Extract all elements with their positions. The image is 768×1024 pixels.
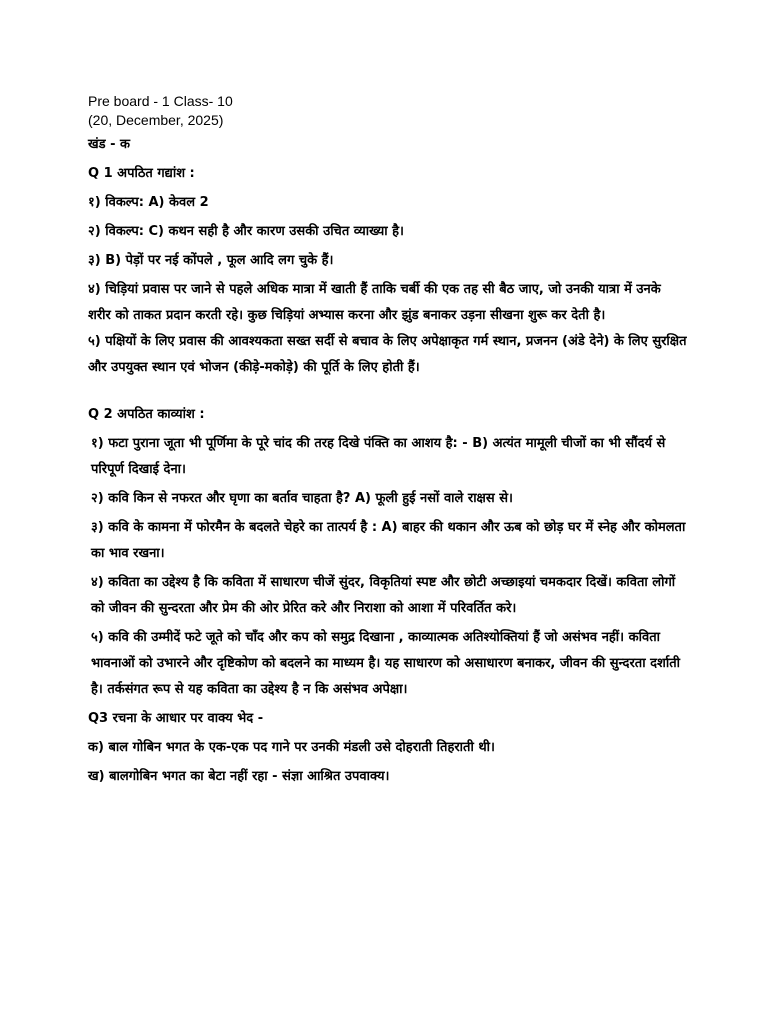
q1-answer-2: २) विकल्प: C) कथन सही है और कारण उसकी उचित व्याख्या है। [88, 224, 404, 239]
q3-answer-ka: क) बाल गोबिन भगत के एक-एक पद गाने पर उनकी मंडली उसे दोहराती तिहराती थी। [88, 740, 495, 755]
q1-answer-5: ५) पक्षियों के लिए प्रवास की आवश्यकता सख्त सर्दी से बचाव के लिए अपेक्षाकृत गर्म स्थान, प्रजनन (अंडे देने) के लिए सुरक्षित और उपयुक्त स्थान एवं भोजन (कीड़े-मकोड़े) की पूर्ति के लिए होती हैं। [88, 334, 687, 375]
q2-answer-4: ४) कविता का उद्देश्य है कि कविता में साधारण चीजें सुंदर, विकृतियां स्पष्ट और छोटी अच्छाइयां चमकदार दिखें। कविता लोगों को जीवन की सुन्दरता और प्रेम की ओर प्रेरित करे और निराशा को आशा में परिवर्तित करे। [91, 575, 676, 616]
q2-answer-1: १) फटा पुराना जूता भी पूर्णिमा के पूरे चांद की तरह दिखे पंक्ति का आशय है: - B) अत्यंत मामूली चीजों का भी सौंदर्य से परिपूर्ण दिखाई देना। [91, 436, 666, 477]
section-title: खंड - क [88, 137, 131, 152]
q3-answer-kha: ख) बालगोबिन भगत का बेटा नहीं रहा - संज्ञा आश्रित उपवाक्य। [88, 769, 390, 784]
q1-answer-3: ३) B) पेड़ों पर नई कोंपले , फूल आदि लग चुके हैं। [88, 253, 334, 268]
q1-answer-1: १) विकल्प: A) केवल 2 [88, 195, 209, 210]
document-content [88, 92, 688, 790]
q2-heading: Q 2 अपठित काव्यांश : [88, 407, 205, 422]
exam-date: (20, December, 2025) [88, 112, 224, 128]
exam-title: Pre board - 1 Class- 10 [88, 93, 233, 109]
q2-answer-5: ५) कवि की उम्मीदें फटे जूते को चाँद और कप को समुद्र दिखाना , काव्यात्मक अतिश्योक्तियां हैं जो असंभव नहीं। कविता भावनाओं को उभारने और दृष्टिकोण को बदलने का माध्यम है। यह साधारण को असाधारण बनाकर, जीवन की सुन्दरता दर्शाती है। तर्कसंगत रूप से यह कविता का उद्देश्य है न कि असंभव अपेक्षा। [91, 630, 680, 697]
q1-heading: Q 1 अपठित गद्यांश : [88, 166, 195, 181]
q3-heading: Q3 रचना के आधार पर वाक्य भेद - [88, 711, 264, 726]
q2-answer-2: २) कवि किन से नफरत और घृणा का बर्ताव चाहता है? A) फूली हुई नसों वाले राक्षस से। [91, 491, 513, 506]
q2-answer-3: ३) कवि के कामना में फोरमैन के बदलते चेहरे का तात्पर्य है : A) बाहर की थकान और ऊब को छोड़ घर में स्नेह और कोमलता का भाव रखना। [91, 520, 686, 561]
q1-answer-4: ४) चिड़ियां प्रवास पर जाने से पहले अधिक मात्रा में खाती हैं ताकि चर्बी की एक तह सी बैठ जाए, जो उनकी यात्रा में उनके शरीर को ताकत प्रदान करती रहे। कुछ चिड़ियां अभ्यास करना और झुंड बनाकर उड़ना सीखना शुरू कर देती है। [88, 282, 661, 323]
